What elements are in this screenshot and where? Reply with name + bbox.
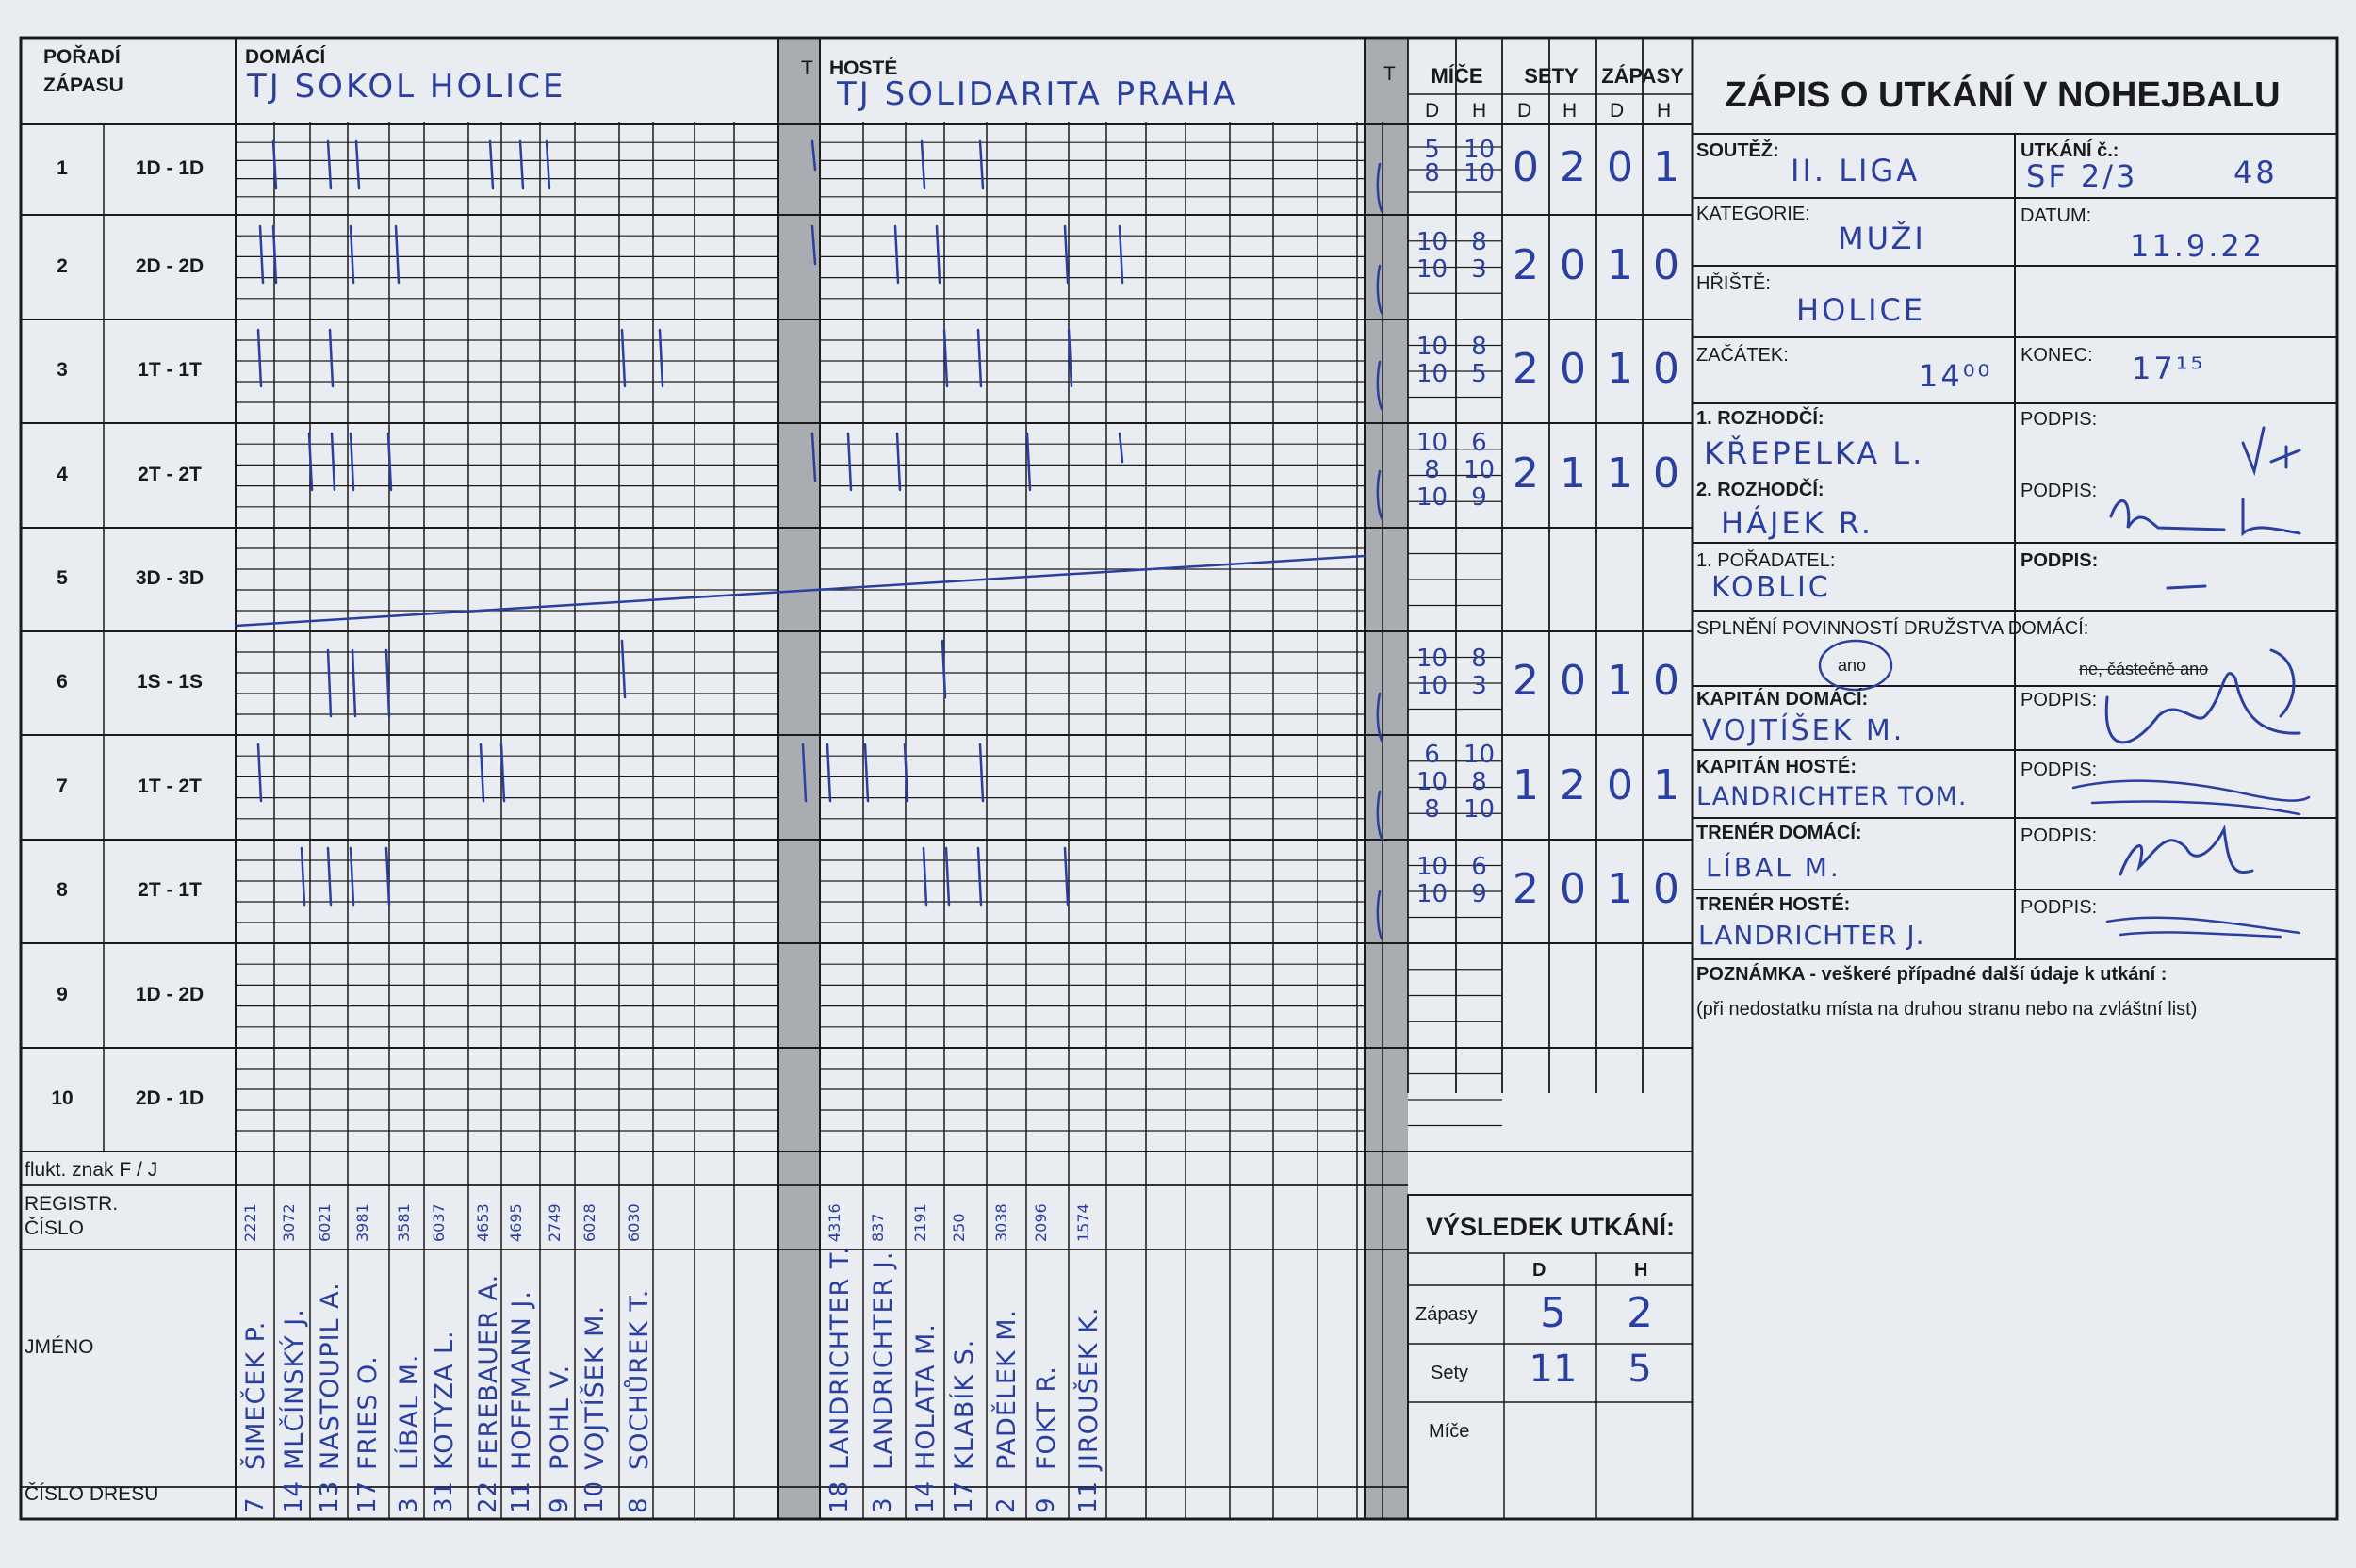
- match-code: 1D - 2D: [135, 983, 205, 1005]
- signature-rozhodci2: [2111, 499, 2299, 533]
- sets-away: 0: [1560, 657, 1586, 705]
- label-tren-dom: TRENÉR DOMÁCÍ:: [1696, 823, 1862, 843]
- tally-mark: [897, 433, 900, 490]
- matches-away: 1: [1653, 143, 1679, 191]
- sheet-title: ZÁPIS O UTKÁNÍ V NOHEJBALU: [1725, 75, 2281, 115]
- balls-home: 8: [1424, 794, 1440, 824]
- player-reg-number: 4316: [826, 1203, 843, 1242]
- matches-home: 1: [1607, 449, 1633, 498]
- balls-away: 3: [1471, 255, 1487, 284]
- label-tren-host: TRENÉR HOSTÉ:: [1696, 894, 1851, 915]
- tally-mark: [946, 848, 949, 905]
- label-utkani: UTKÁNÍ č.:: [2021, 140, 2119, 161]
- matches-home: 1: [1607, 345, 1633, 393]
- player-name: SOCHŮREK T.: [625, 1288, 654, 1470]
- value-ano: ano: [1838, 656, 1867, 675]
- tally-mark: [260, 226, 263, 283]
- label-registr: REGISTR.: [25, 1193, 119, 1215]
- label-podpis-6: PODPIS:: [2021, 825, 2098, 846]
- tally-mark: [978, 848, 981, 905]
- tally-mark: [481, 744, 483, 801]
- player-name: LÍBAL M.: [395, 1353, 424, 1470]
- away-team-name: TJ SOLIDARITA PRAHA: [837, 75, 1238, 113]
- balls-away: 10: [1463, 136, 1496, 164]
- tally-mark: [1065, 848, 1068, 905]
- signature-tren-dom: [2120, 829, 2252, 874]
- header-t-away: T: [1383, 63, 1396, 85]
- tally-mark: [352, 650, 355, 716]
- header-mice-h: H: [1472, 100, 1487, 122]
- match-code: 1T - 2T: [138, 775, 202, 797]
- player-name: LANDRICHTER J.: [869, 1250, 898, 1470]
- value-rozhodci1: KŘEPELKA L.: [1704, 435, 1925, 471]
- sheet-frame: [21, 38, 2337, 1519]
- home-team-name: TJ SOKOL HOLICE: [247, 68, 566, 106]
- balls-away: 10: [1463, 159, 1496, 188]
- player-jersey-number: 14: [911, 1479, 940, 1513]
- sets-away: 2: [1560, 760, 1586, 809]
- match-number: 6: [57, 671, 68, 693]
- sets-away: 0: [1560, 865, 1586, 913]
- sets-home: 2: [1513, 449, 1539, 498]
- value-kategorie: MUŽI: [1838, 220, 1926, 256]
- result-title: VÝSLEDEK UTKÁNÍ:: [1425, 1213, 1675, 1241]
- header-zapasy: ZÁPASY: [1601, 64, 1684, 88]
- balls-away: 8: [1471, 227, 1487, 256]
- header-sety-d: D: [1517, 100, 1532, 122]
- sets-home: 2: [1513, 657, 1539, 705]
- balls-home: 10: [1415, 852, 1448, 881]
- value-rozhodci2: HÁJEK R.: [1721, 505, 1874, 541]
- player-jersey-number: 22: [474, 1479, 502, 1513]
- value-kap-dom: VOJTÍŠEK M.: [1702, 714, 1906, 747]
- label-cislo: ČÍSLO: [25, 1217, 85, 1239]
- balls-away: 8: [1471, 332, 1487, 361]
- balls-home: 10: [1415, 879, 1448, 908]
- signature-tren-host: [2107, 918, 2299, 937]
- signature-kap-host: [2073, 781, 2309, 814]
- player-name: KLABÍK S.: [950, 1338, 979, 1470]
- match-number: 8: [57, 879, 68, 901]
- result-header-d: D: [1532, 1260, 1546, 1281]
- balls-home: 10: [1415, 255, 1448, 284]
- header-sety-h: H: [1562, 100, 1578, 122]
- sets-home: 0: [1513, 143, 1539, 191]
- player-name: MLČÍNSKÝ J.: [280, 1308, 309, 1470]
- match-code: 2D - 1D: [135, 1087, 205, 1109]
- balls-home: 5: [1424, 136, 1440, 164]
- player-reg-number: 837: [869, 1213, 887, 1242]
- player-name: FRIES O.: [353, 1355, 383, 1470]
- matches-away: 1: [1653, 760, 1679, 809]
- header-zapasy-h: H: [1657, 100, 1672, 122]
- player-name: FEREBAUER A.: [474, 1273, 503, 1470]
- balls-home: 6: [1424, 740, 1440, 769]
- label-konec: KONEC:: [2021, 345, 2093, 366]
- tally-mark: [660, 330, 663, 386]
- tally-mark: [1065, 226, 1068, 283]
- tally-mark: [980, 141, 983, 188]
- player-reg-number: 4653: [474, 1203, 492, 1242]
- player-reg-number: 6030: [625, 1203, 643, 1242]
- player-reg-number: 3981: [353, 1203, 371, 1242]
- balls-away: 9: [1471, 482, 1487, 512]
- header-hoste: HOSTÉ: [829, 57, 898, 79]
- tally-mark: [328, 650, 331, 716]
- balls-away: 3: [1471, 671, 1487, 700]
- tally-mark: [865, 744, 868, 801]
- balls-away: 5: [1471, 359, 1487, 388]
- player-name: HOFFMANN J.: [507, 1290, 536, 1470]
- player-reg-number: 6028: [581, 1203, 598, 1242]
- label-kap-dom: KAPITÁN DOMÁCÍ:: [1696, 689, 1869, 710]
- player-name: PADĚLEK M.: [992, 1308, 1022, 1470]
- balls-away: 8: [1471, 644, 1487, 673]
- tally-mark: [302, 848, 304, 905]
- matches-away: 0: [1653, 449, 1679, 498]
- header-sety: SETY: [1524, 64, 1579, 88]
- balls-home: 10: [1415, 482, 1448, 512]
- label-dres: ČÍSLO DRESU: [25, 1483, 159, 1505]
- player-jersey-number: 11: [507, 1479, 535, 1513]
- value-soutez: II. LIGA: [1791, 153, 1921, 188]
- player-jersey-number: 9: [546, 1496, 574, 1513]
- label-rozhodci2: 2. ROZHODČÍ:: [1696, 480, 1824, 500]
- matches-home: 0: [1607, 760, 1633, 809]
- player-jersey-number: 9: [1032, 1496, 1060, 1513]
- label-podpis-1: PODPIS:: [2021, 409, 2098, 430]
- match-code: 2T - 1T: [138, 879, 202, 901]
- player-reg-number: 250: [950, 1213, 968, 1242]
- matches-away: 0: [1653, 865, 1679, 913]
- matches-home: 1: [1607, 657, 1633, 705]
- label-podpis-3: PODPIS:: [2021, 550, 2099, 571]
- player-jersey-number: 31: [430, 1479, 458, 1513]
- player-name: HOLATA M.: [911, 1323, 941, 1470]
- sets-home: 2: [1513, 240, 1539, 289]
- label-splneni: SPLNĚNÍ POVINNOSTÍ DRUŽSTVA DOMÁCÍ:: [1696, 618, 2089, 639]
- player-jersey-number: 2: [992, 1496, 1021, 1513]
- balls-away: 10: [1463, 740, 1496, 769]
- player-jersey-number: 10: [581, 1479, 609, 1513]
- header-poradi: POŘADÍ: [43, 46, 121, 68]
- tally-mark: [351, 433, 353, 490]
- match-number: 4: [57, 463, 68, 485]
- tally-mark: [547, 141, 549, 188]
- tally-mark: [330, 330, 333, 386]
- player-name: FOKT R.: [1032, 1365, 1061, 1470]
- player-reg-number: 2191: [911, 1203, 929, 1242]
- tally-mark: [1120, 226, 1122, 283]
- value-konec: 17¹⁵: [2132, 351, 2206, 386]
- player-name: NASTOUPIL A.: [316, 1282, 345, 1470]
- balls-away: 6: [1471, 428, 1487, 457]
- tally-mark: [328, 141, 331, 188]
- match-code: 2T - 2T: [138, 463, 202, 485]
- player-jersey-number: 14: [280, 1479, 308, 1513]
- signature-rozhodci1: [2243, 428, 2299, 471]
- value-tren-host: LANDRICHTER J.: [1698, 920, 1925, 951]
- player-reg-number: 3072: [280, 1203, 298, 1242]
- tally-mark: [332, 433, 335, 490]
- tally-mark: [924, 848, 926, 905]
- player-reg-number: 6037: [430, 1203, 448, 1242]
- balls-home: 10: [1415, 671, 1448, 700]
- value-zacatek: 14⁰⁰: [1919, 358, 1993, 394]
- sets-away: 0: [1560, 345, 1586, 393]
- player-jersey-number: 11: [1074, 1479, 1103, 1513]
- tally-mark: [895, 226, 898, 283]
- result-sety-h: 5: [1628, 1348, 1652, 1391]
- tally-mark: [978, 330, 981, 386]
- result-sety-d: 11: [1529, 1348, 1578, 1391]
- player-jersey-number: 8: [625, 1496, 653, 1513]
- label-flukt: flukt. znak F / J: [25, 1159, 158, 1181]
- player-name: ŠIMEČEK P.: [241, 1320, 270, 1470]
- balls-home: 10: [1415, 359, 1448, 388]
- sets-home: 1: [1513, 760, 1539, 809]
- tally-mark: [1120, 433, 1122, 462]
- tally-mark: [356, 141, 359, 188]
- balls-home: 10: [1415, 767, 1448, 796]
- result-label-mice: Míče: [1429, 1421, 1470, 1442]
- match-number: 3: [57, 359, 68, 381]
- t-column-home: [778, 38, 820, 1519]
- label-soutez: SOUTĚŽ:: [1696, 140, 1779, 161]
- label-podpis-5: PODPIS:: [2021, 760, 2098, 780]
- t-column-away: [1365, 38, 1408, 1519]
- match-code: 1T - 1T: [138, 359, 202, 381]
- balls-home: 8: [1424, 455, 1440, 484]
- balls-home: 10: [1415, 428, 1448, 457]
- player-reg-number: 3581: [395, 1203, 413, 1242]
- label-podpis-2: PODPIS:: [2021, 481, 2098, 501]
- tally-mark: [258, 744, 261, 801]
- balls-home: 10: [1415, 227, 1448, 256]
- sets-home: 2: [1513, 345, 1539, 393]
- sets-home: 2: [1513, 865, 1539, 913]
- result-header-h: H: [1634, 1260, 1648, 1281]
- tally-mark: [490, 141, 493, 188]
- label-podpis-7: PODPIS:: [2021, 897, 2098, 918]
- value-kap-host: LANDRICHTER TOM.: [1696, 782, 1968, 811]
- value-poradatel: KOBLIC: [1711, 571, 1831, 604]
- match-number: 9: [57, 983, 68, 1005]
- player-name: KOTYZA L.: [430, 1330, 459, 1470]
- balls-away: 9: [1471, 879, 1487, 908]
- header-mice-d: D: [1425, 100, 1440, 122]
- tally-mark: [622, 330, 625, 386]
- tally-mark: [980, 744, 983, 801]
- result-zapasy-h: 2: [1627, 1289, 1653, 1337]
- header-mice: MÍČE: [1431, 64, 1483, 88]
- match-number: 2: [57, 254, 68, 277]
- player-jersey-number: 18: [826, 1479, 854, 1513]
- match-number: 7: [57, 775, 68, 797]
- player-jersey-number: 3: [395, 1496, 423, 1513]
- sets-away: 1: [1560, 449, 1586, 498]
- match-code: 1S - 1S: [136, 671, 204, 693]
- tally-mark: [258, 330, 261, 386]
- value-utkani-num: 48: [2233, 155, 2278, 190]
- player-reg-number: 2221: [241, 1203, 259, 1242]
- player-name: JIROUŠEK K.: [1074, 1306, 1104, 1470]
- matches-home: 1: [1607, 240, 1633, 289]
- player-reg-number: 2096: [1032, 1203, 1050, 1242]
- value-tren-dom: LÍBAL M.: [1706, 852, 1841, 883]
- player-reg-number: 6021: [316, 1203, 334, 1242]
- result-zapasy-d: 5: [1540, 1289, 1566, 1337]
- label-podpis-4: PODPIS:: [2021, 690, 2098, 710]
- match-number: 1: [57, 157, 68, 179]
- tally-mark: [922, 141, 924, 188]
- balls-away: 6: [1471, 852, 1487, 881]
- player-reg-number: 4695: [507, 1203, 525, 1242]
- label-poradatel: 1. POŘADATEL:: [1696, 550, 1836, 571]
- tally-mark: [351, 848, 353, 905]
- value-ne-castecne: ne, částečně ano: [2079, 660, 2209, 678]
- sets-away: 2: [1560, 143, 1586, 191]
- balls-away: 10: [1463, 455, 1496, 484]
- matches-away: 0: [1653, 345, 1679, 393]
- label-zacatek: ZAČÁTEK:: [1696, 345, 1789, 366]
- balls-home: 10: [1415, 644, 1448, 673]
- matches-away: 0: [1653, 657, 1679, 705]
- player-reg-number: 2749: [546, 1203, 564, 1242]
- match-number: 5: [57, 567, 68, 589]
- label-kap-host: KAPITÁN HOSTÉ:: [1696, 757, 1857, 777]
- result-label-zapasy: Zápasy: [1415, 1304, 1478, 1325]
- matches-away: 0: [1653, 240, 1679, 289]
- tally-mark: [622, 641, 625, 697]
- match-number: 10: [51, 1087, 74, 1109]
- tally-mark: [351, 226, 353, 283]
- tally-mark: [937, 226, 940, 283]
- player-jersey-number: 13: [316, 1479, 344, 1513]
- matches-home: 0: [1607, 143, 1633, 191]
- result-label-sety: Sety: [1431, 1363, 1469, 1383]
- header-domaci: DOMÁCÍ: [245, 46, 326, 68]
- header-t-home: T: [801, 57, 813, 79]
- player-jersey-number: 17: [950, 1479, 978, 1513]
- tally-mark: [827, 744, 830, 801]
- balls-away: 8: [1471, 767, 1487, 796]
- match-code: 3D - 3D: [135, 567, 205, 589]
- tally-mark: [520, 141, 523, 188]
- tally-mark: [1027, 433, 1030, 490]
- player-name: POHL V.: [546, 1364, 575, 1470]
- label-kategorie: KATEGORIE:: [1696, 204, 1810, 224]
- header-zapasu: ZÁPASU: [43, 74, 123, 96]
- label-rozhodci1: 1. ROZHODČÍ:: [1696, 408, 1824, 429]
- tally-mark: [328, 848, 331, 905]
- value-datum: 11.9.22: [2130, 228, 2266, 264]
- label-poznamka-sub: (při nedostatku místa na druhou stranu nebo na zvláštní list): [1696, 999, 2198, 1020]
- player-jersey-number: 3: [869, 1496, 897, 1513]
- player-name: LANDRICHTER T.: [826, 1246, 855, 1470]
- label-jmeno: JMÉNO: [25, 1336, 94, 1358]
- sets-away: 0: [1560, 240, 1586, 289]
- player-reg-number: 3038: [992, 1203, 1010, 1242]
- match-code: 1D - 1D: [135, 157, 205, 179]
- label-poznamka: POZNÁMKA - veškeré případné další údaje k utkání :: [1696, 964, 2168, 985]
- player-reg-number: 1574: [1074, 1203, 1092, 1242]
- balls-away: 10: [1463, 794, 1496, 824]
- balls-home: 8: [1424, 159, 1440, 188]
- matches-home: 1: [1607, 865, 1633, 913]
- label-hriste: HŘIŠTĚ:: [1696, 273, 1771, 294]
- signature-poradatel: [2168, 586, 2205, 588]
- tally-mark: [848, 433, 851, 490]
- balls-home: 10: [1415, 332, 1448, 361]
- label-datum: DATUM:: [2021, 205, 2092, 226]
- player-jersey-number: 17: [353, 1479, 382, 1513]
- player-name: VOJTÍŠEK M.: [581, 1304, 610, 1470]
- value-hriste: HOLICE: [1796, 292, 1926, 328]
- header-zapasy-d: D: [1610, 100, 1625, 122]
- value-utkani: SF 2/3: [2026, 158, 2138, 194]
- tally-mark: [396, 226, 399, 283]
- player-jersey-number: 7: [241, 1496, 270, 1513]
- match-code: 2D - 2D: [135, 254, 205, 277]
